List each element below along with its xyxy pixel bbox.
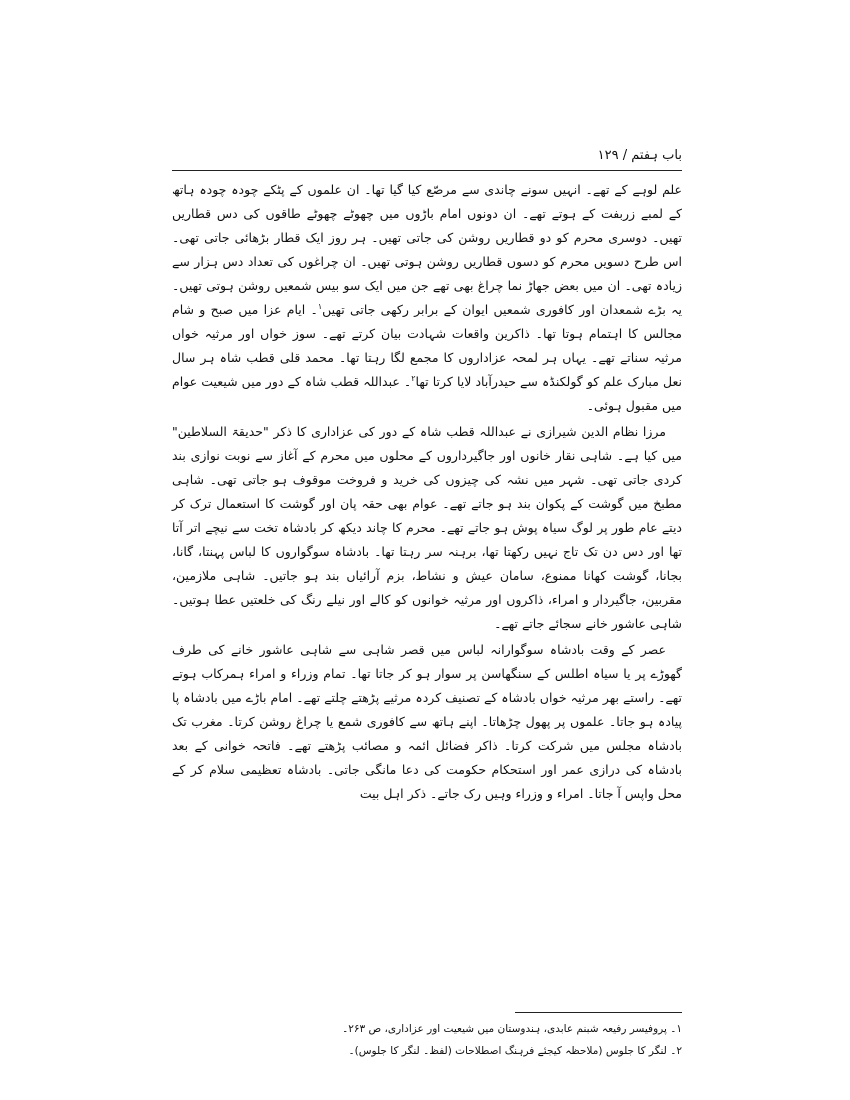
paragraph-2: مرزا نظام الدین شیرازی نے عبداللہ قطب شاہ کے دور کی عزاداری کا ذکر "حدیقۃ السلاطین" میں کیا ہے۔ شاہی نقار خانوں اور جاگیرداروں کے محلوں میں محرم کے آغاز سے نوبت نوازی بند کردی جاتی تھی۔ شہر میں نشہ کی چیزوں کی خرید و فروخت موقوف ہو جاتی تھی۔ شاہی مطبخ میں گوشت کے پکوان بند ہو جاتے تھے۔ عوام بھی حقہ پان اور گوشت کا استعمال ترک کر دیتے عام طور پر لوگ سیاہ پوش ہو جاتے تھے۔ محرم کا چاند دیکھ کر بادشاہ تخت سے نیچے اتر آتا تھا اور دس دن تک تاج نہیں رکھتا تھا، برہنہ سر رہتا تھا۔ بادشاہ سوگواروں کا لباس پہنتا، گانا، بجانا، گوشت کھانا ممنوع، سامان عیش و نشاط، بزم آرائیاں بند ہو جاتیں۔ شاہی ملازمین، مقربین، جاگیردار و امراء، ذاکروں اور مرثیہ خوانوں کو کالے اور نیلے رنگ کی خلعتیں عطا ہوتیں۔ شاہی عاشور خانے سجائے جاتے تھے۔ [172,424,682,631]
footnote-marker-2: ۲ [411,373,416,383]
header-rule [172,170,682,171]
paragraph-1-text-c: ۔ عبداللہ قطب شاہ کے دور میں شیعیت عوام میں مقبول ہوئی۔ [172,374,682,413]
paragraph-1-text-b: ۔ ایام عزا میں صبح و شام مجالس کا اہتمام ہوتا تھا۔ ذاکرین واقعات شہادت بیان کرتے تھے۔ سوز خواں اور مرثیہ خواں مرثیہ سناتے تھے۔ یہاں ہر لمحہ عزاداروں کا مجمع لگا رہتا تھا۔ محمد قلی قطب شاہ ہر سال نعل مبارک علم کو گولکنڈہ سے حیدرآباد لایا کرتا تھا [172,302,682,389]
footnotes [172,1018,682,1062]
running-header [172,145,682,167]
chapter-title: باب ہفتم [631,148,682,163]
header-separator: / [622,148,628,163]
footnote-2: ۲۔ لنگر کا جلوس (ملاحظہ کیجئے فرہنگ اصطلاحات (لفظ۔ لنگر کا جلوس)۔ [348,1045,682,1057]
paragraph-1-text-a: علم لوہے کے تھے۔ انہیں سونے چاندی سے مرصّع کیا گیا تھا۔ ان علموں کے پٹکے چودہ چودہ ہاتھ کے لمبے زربفت کے ہوتے تھے۔ ان دونوں امام باڑوں میں چھوٹے چھوٹے طاقوں کی دس قطاریں تھیں۔ دوسری محرم کو دو قطاریں روشن کی جاتی تھیں۔ ہر روز ایک قطار بڑھائی جاتی تھی۔ اس طرح دسویں محرم کو دسوں قطاریں روشن ہوتی تھیں۔ ان چراغوں کی تعداد دس ہزار سے زیادہ تھی۔ ان میں بعض جھاڑ نما چراغ بھی تھے جن میں ایک سو بیس شمعیں روشن ہوتی تھیں۔ یہ بڑے شمعدان اور کافوری شمعیں ایوان کے برابر رکھی جاتی تھیں [172,182,682,317]
footnote-rule [515,1012,682,1013]
main-text [172,178,682,808]
page-number: ۱۲۹ [597,148,619,163]
paragraph-3: عصر کے وقت بادشاہ سوگوارانہ لباس میں قصر شاہی سے شاہی عاشور خانے کی طرف گھوڑے پر یا سیاہ اطلس کے سنگھاسن پر سوار ہو کر جاتا تھا۔ تمام وزراء و امراء ہمرکاب ہوتے تھے۔ راستے بھر مرثیہ خواں بادشاہ کے تصنیف کردہ مرثیے پڑھتے چلتے تھے۔ امام باڑے میں بادشاہ پا پیادہ ہو جاتا۔ علموں پر پھول چڑھاتا۔ اپنے ہاتھ سے کافوری شمع یا چراغ روشن کرتا۔ مغرب تک بادشاہ مجلس میں شرکت کرتا۔ ذاکر فضائل ائمہ و مصائب پڑھتے تھے۔ فاتحہ خوانی کے بعد بادشاہ کی درازی عمر اور استحکام حکومت کی دعا مانگی جاتی۔ بادشاہ تعظیمی سلام کر کے محل واپس آ جاتا۔ امراء و وزراء وہیں رک جاتے۔ ذکر اہل بیت [172,642,682,801]
footnote-1: ۱۔ پروفیسر رفیعہ شبنم عابدی، ہندوستان میں شیعیت اور عزاداری، ص ۲۶۳۔ [342,1023,682,1035]
paragraph-1 [172,178,682,418]
footnote-marker-1: ۱ [317,301,323,311]
